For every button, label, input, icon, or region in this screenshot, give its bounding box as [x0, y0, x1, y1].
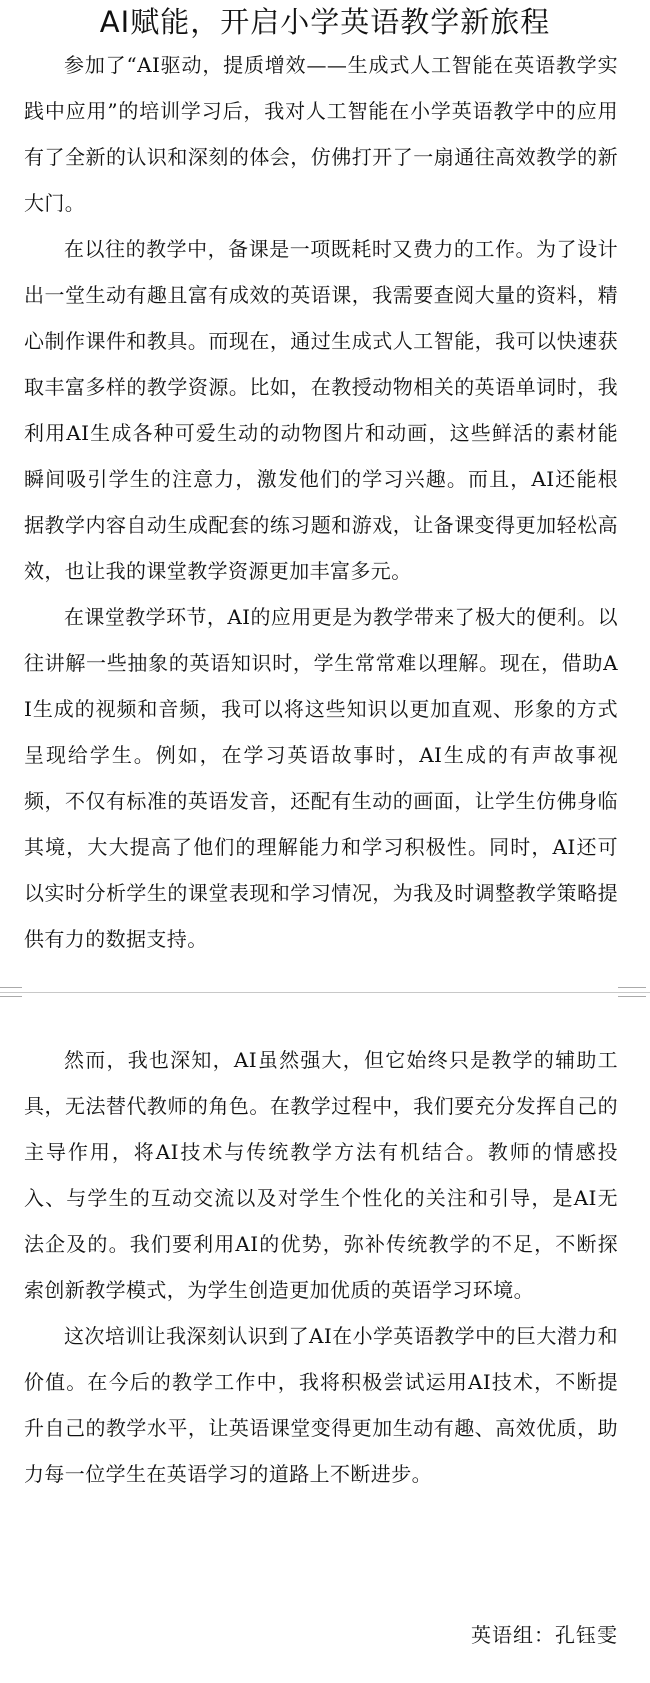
- page-break: [0, 986, 650, 1000]
- paragraph-intro: 参加了“AI驱动，提质增效——生成式人工智能在英语教学实践中应用”的培训学习后，我对人工智能在小学英语教学中的应用有了全新的认识和深刻的体会，仿佛打开了一扇通往高效教学的新大门。: [24, 53, 618, 215]
- page-2-body: [24, 1037, 618, 1497]
- page-1-body: [24, 42, 618, 962]
- author-signature: 英语组：孔钰雯: [471, 1623, 618, 1647]
- paragraph-conclusion: 这次培训让我深刻认识到了AI在小学英语教学中的巨大潜力和价值。在今后的教学工作中，我将积极尝试运用AI技术，不断提升自己的教学水平，让英语课堂变得更加生动有趣、高效优质，助力每一位学生在英语学习的道路上不断进步。: [24, 1324, 618, 1486]
- paragraph-lesson-prep: 在以往的教学中，备课是一项既耗时又费力的工作。为了设计出一堂生动有趣且富有成效的英语课，我需要查阅大量的资料，精心制作课件和教具。而现在，通过生成式人工智能，我可以快速获取丰富多样的教学资源。比如，在教授动物相关的英语单词时，我利用AI生成各种可爱生动的动物图片和动画，这些鲜活的素材能瞬间吸引学生的注意力，激发他们的学习兴趣。而且，AI还能根据教学内容自动生成配套的练习题和游戏，让备课变得更加轻松高效，也让我的课堂教学资源更加丰富多元。: [24, 237, 618, 583]
- page-break-line: [0, 992, 650, 993]
- paragraph-teacher-role: 然而，我也深知，AI虽然强大，但它始终只是教学的辅助工具，无法替代教师的角色。在教学过程中，我们要充分发挥自己的主导作用，将AI技术与传统教学方法有机结合。教师的情感投入、与学生的互动交流以及对学生个性化的关注和引导，是AI无法企及的。我们要利用AI的优势，弥补传统教学的不足，不断探索创新教学模式，为学生创造更加优质的英语学习环境。: [24, 1048, 618, 1302]
- page-break-marker-right: [618, 987, 646, 997]
- document-title: AI赋能，开启小学英语教学新旅程: [99, 5, 551, 39]
- page-break-marker-left: [0, 987, 22, 997]
- paragraph-classroom-teaching: 在课堂教学环节，AI的应用更是为教学带来了极大的便利。以往讲解一些抽象的英语知识时，学生常常难以理解。现在，借助AI生成的视频和音频，我可以将这些知识以更加直观、形象的方式呈现给学生。例如，在学习英语故事时，AI生成的有声故事视频，不仅有标准的英语发音，还配有生动的画面，让学生仿佛身临其境，大大提高了他们的理解能力和学习积极性。同时，AI还可以实时分析学生的课堂表现和学习情况，为我及时调整教学策略提供有力的数据支持。: [24, 605, 618, 951]
